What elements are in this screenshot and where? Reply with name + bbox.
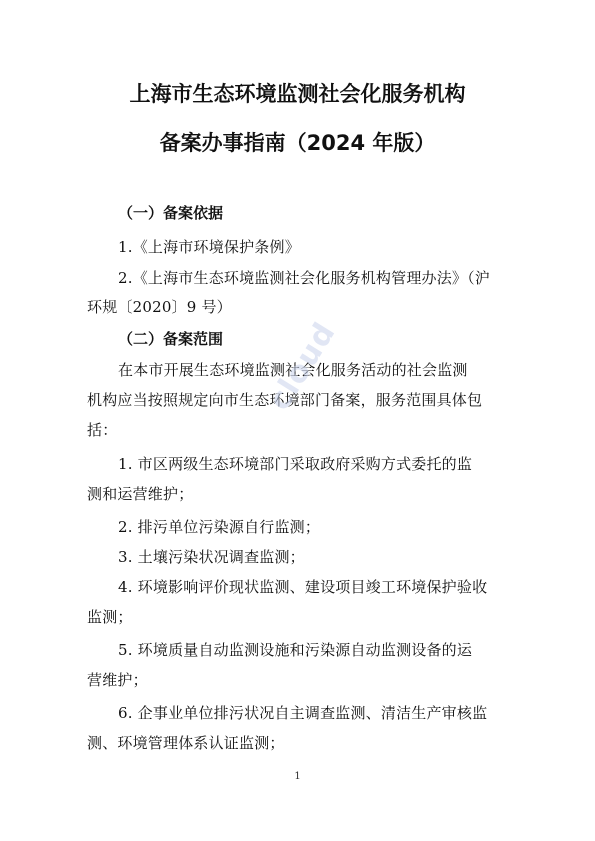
section-1-item-1: 1.《上海市环境保护条例》: [118, 238, 300, 256]
section-2-heading: （二）备案范围: [118, 330, 224, 348]
section-2-item-1-line-1: 1. 市区两级生态环境部门采取政府采购方式委托的监: [118, 455, 473, 473]
section-1-item-2-line-2: 环规〔2020〕9 号）: [87, 298, 232, 316]
section-2-intro-line-2: 机构应当按照规定向市生态环境部门备案，服务范围具体包: [87, 391, 483, 409]
section-2-item-6-line-2: 测、环境管理体系认证监测；: [87, 734, 285, 752]
section-2-item-6-line-1: 6. 企事业单位排污状况自主调查监测、清洁生产审核监: [118, 704, 488, 722]
watermark: cloud: [262, 316, 343, 417]
document-title-line-2: 备案办事指南（2024 年版）: [159, 131, 436, 155]
section-2-item-4-line-1: 4. 环境影响评价现状监测、建设项目竣工环境保护验收: [118, 578, 488, 596]
section-2-item-3: 3. 土壤污染状况调查监测；: [118, 548, 305, 566]
page-number: 1: [294, 771, 301, 782]
section-2-item-2: 2. 排污单位污染源自行监测；: [118, 518, 321, 536]
section-2-item-5-line-2: 营维护；: [87, 671, 148, 689]
section-1-heading: （一）备案依据: [118, 204, 224, 222]
section-2-item-5-line-1: 5. 环境质量自动监测设施和污染源自动监测设备的运: [118, 641, 473, 659]
section-2-intro-line-3: 括：: [87, 421, 118, 439]
section-2-item-4-line-2: 监测；: [87, 608, 133, 626]
section-2-intro-line-1: 在本市开展生态环境监测社会化服务活动的社会监测: [118, 361, 468, 379]
section-2-item-1-line-2: 测和运营维护；: [87, 485, 194, 503]
section-1-item-2-line-1: 2.《上海市生态环境监测社会化服务机构管理办法》（沪: [118, 269, 491, 287]
document-title-line-1: 上海市生态环境监测社会化服务机构: [129, 82, 466, 106]
